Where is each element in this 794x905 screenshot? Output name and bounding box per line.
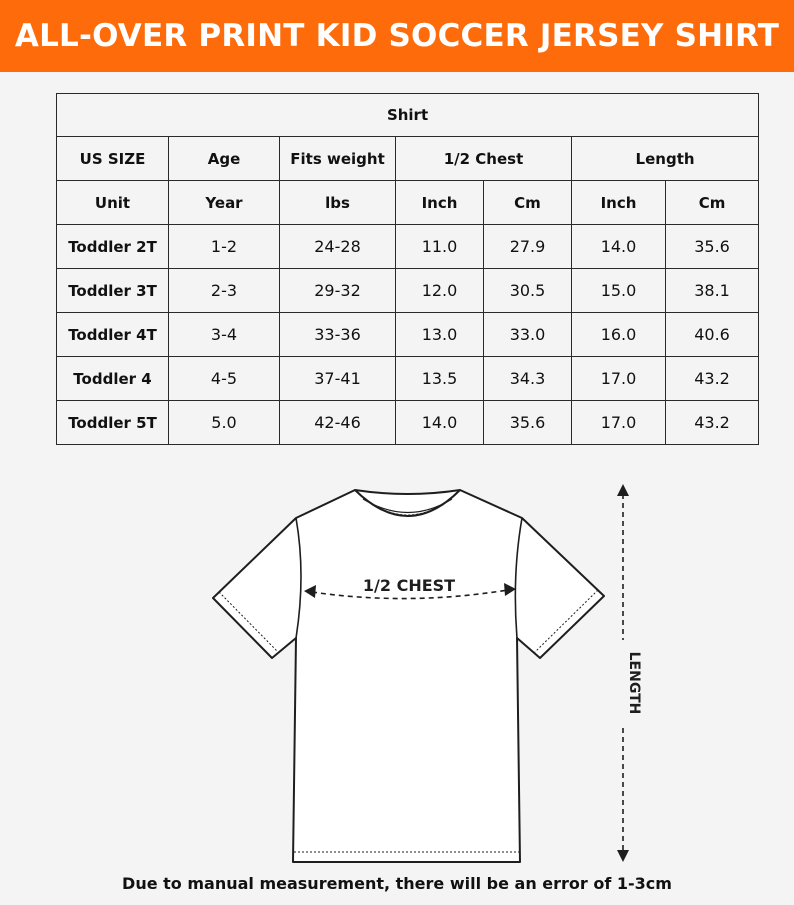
chest-inch-cell: 14.0 <box>396 401 484 445</box>
length-cm-cell: 40.6 <box>666 313 759 357</box>
chest-cm-cell: 30.5 <box>484 269 572 313</box>
weight-cell: 33-36 <box>280 313 396 357</box>
tshirt-outline <box>213 490 604 862</box>
length-inch-cell: 14.0 <box>572 225 666 269</box>
table-title: Shirt <box>57 94 759 137</box>
age-cell: 4-5 <box>169 357 280 401</box>
unit-chest-inch: Inch <box>396 181 484 225</box>
chest-cm-cell: 35.6 <box>484 401 572 445</box>
chest-cm-cell: 27.9 <box>484 225 572 269</box>
length-inch-cell: 17.0 <box>572 401 666 445</box>
length-arrow-down-icon <box>617 850 629 862</box>
chest-cm-cell: 34.3 <box>484 357 572 401</box>
chest-cm-cell: 33.0 <box>484 313 572 357</box>
weight-cell: 29-32 <box>280 269 396 313</box>
size-name: Toddler 4 <box>57 357 169 401</box>
header-length: Length <box>572 137 759 181</box>
header-fits-weight: Fits weight <box>280 137 396 181</box>
size-name: Toddler 5T <box>57 401 169 445</box>
unit-label: Unit <box>57 181 169 225</box>
table-units-row <box>57 181 759 225</box>
table-row <box>57 357 759 401</box>
unit-length-inch: Inch <box>572 181 666 225</box>
age-cell: 3-4 <box>169 313 280 357</box>
length-cm-cell: 35.6 <box>666 225 759 269</box>
length-cm-cell: 43.2 <box>666 401 759 445</box>
length-inch-cell: 16.0 <box>572 313 666 357</box>
weight-cell: 42-46 <box>280 401 396 445</box>
table-row <box>57 269 759 313</box>
size-name: Toddler 2T <box>57 225 169 269</box>
tshirt-diagram-svg <box>0 470 794 870</box>
size-name: Toddler 4T <box>57 313 169 357</box>
chest-inch-cell: 11.0 <box>396 225 484 269</box>
measurement-note: Due to manual measurement, there will be an error of 1-3cm <box>122 874 672 893</box>
unit-lbs: lbs <box>280 181 396 225</box>
age-cell: 5.0 <box>169 401 280 445</box>
title-banner <box>0 0 794 72</box>
length-label: LENGTH <box>626 651 642 715</box>
length-inch-cell: 17.0 <box>572 357 666 401</box>
size-chart-table <box>56 93 759 445</box>
header-age: Age <box>169 137 280 181</box>
unit-chest-cm: Cm <box>484 181 572 225</box>
chest-inch-cell: 12.0 <box>396 269 484 313</box>
table-row <box>57 401 759 445</box>
chest-inch-cell: 13.0 <box>396 313 484 357</box>
weight-cell: 37-41 <box>280 357 396 401</box>
table-row <box>57 313 759 357</box>
chest-inch-cell: 13.5 <box>396 357 484 401</box>
table-title-row <box>57 94 759 137</box>
weight-cell: 24-28 <box>280 225 396 269</box>
page-title: ALL-OVER PRINT KID SOCCER JERSEY SHIRT <box>14 18 780 54</box>
length-cm-cell: 43.2 <box>666 357 759 401</box>
length-inch-cell: 15.0 <box>572 269 666 313</box>
unit-year: Year <box>169 181 280 225</box>
shirt-measurement-diagram <box>0 470 794 870</box>
size-name: Toddler 3T <box>57 269 169 313</box>
length-cm-cell: 38.1 <box>666 269 759 313</box>
age-cell: 2-3 <box>169 269 280 313</box>
chest-label: 1/2 CHEST <box>362 576 456 595</box>
header-us-size: US SIZE <box>57 137 169 181</box>
table-row <box>57 225 759 269</box>
length-arrow-up-icon <box>617 484 629 496</box>
header-half-chest: 1/2 Chest <box>396 137 572 181</box>
unit-length-cm: Cm <box>666 181 759 225</box>
table-header-row <box>57 137 759 181</box>
age-cell: 1-2 <box>169 225 280 269</box>
